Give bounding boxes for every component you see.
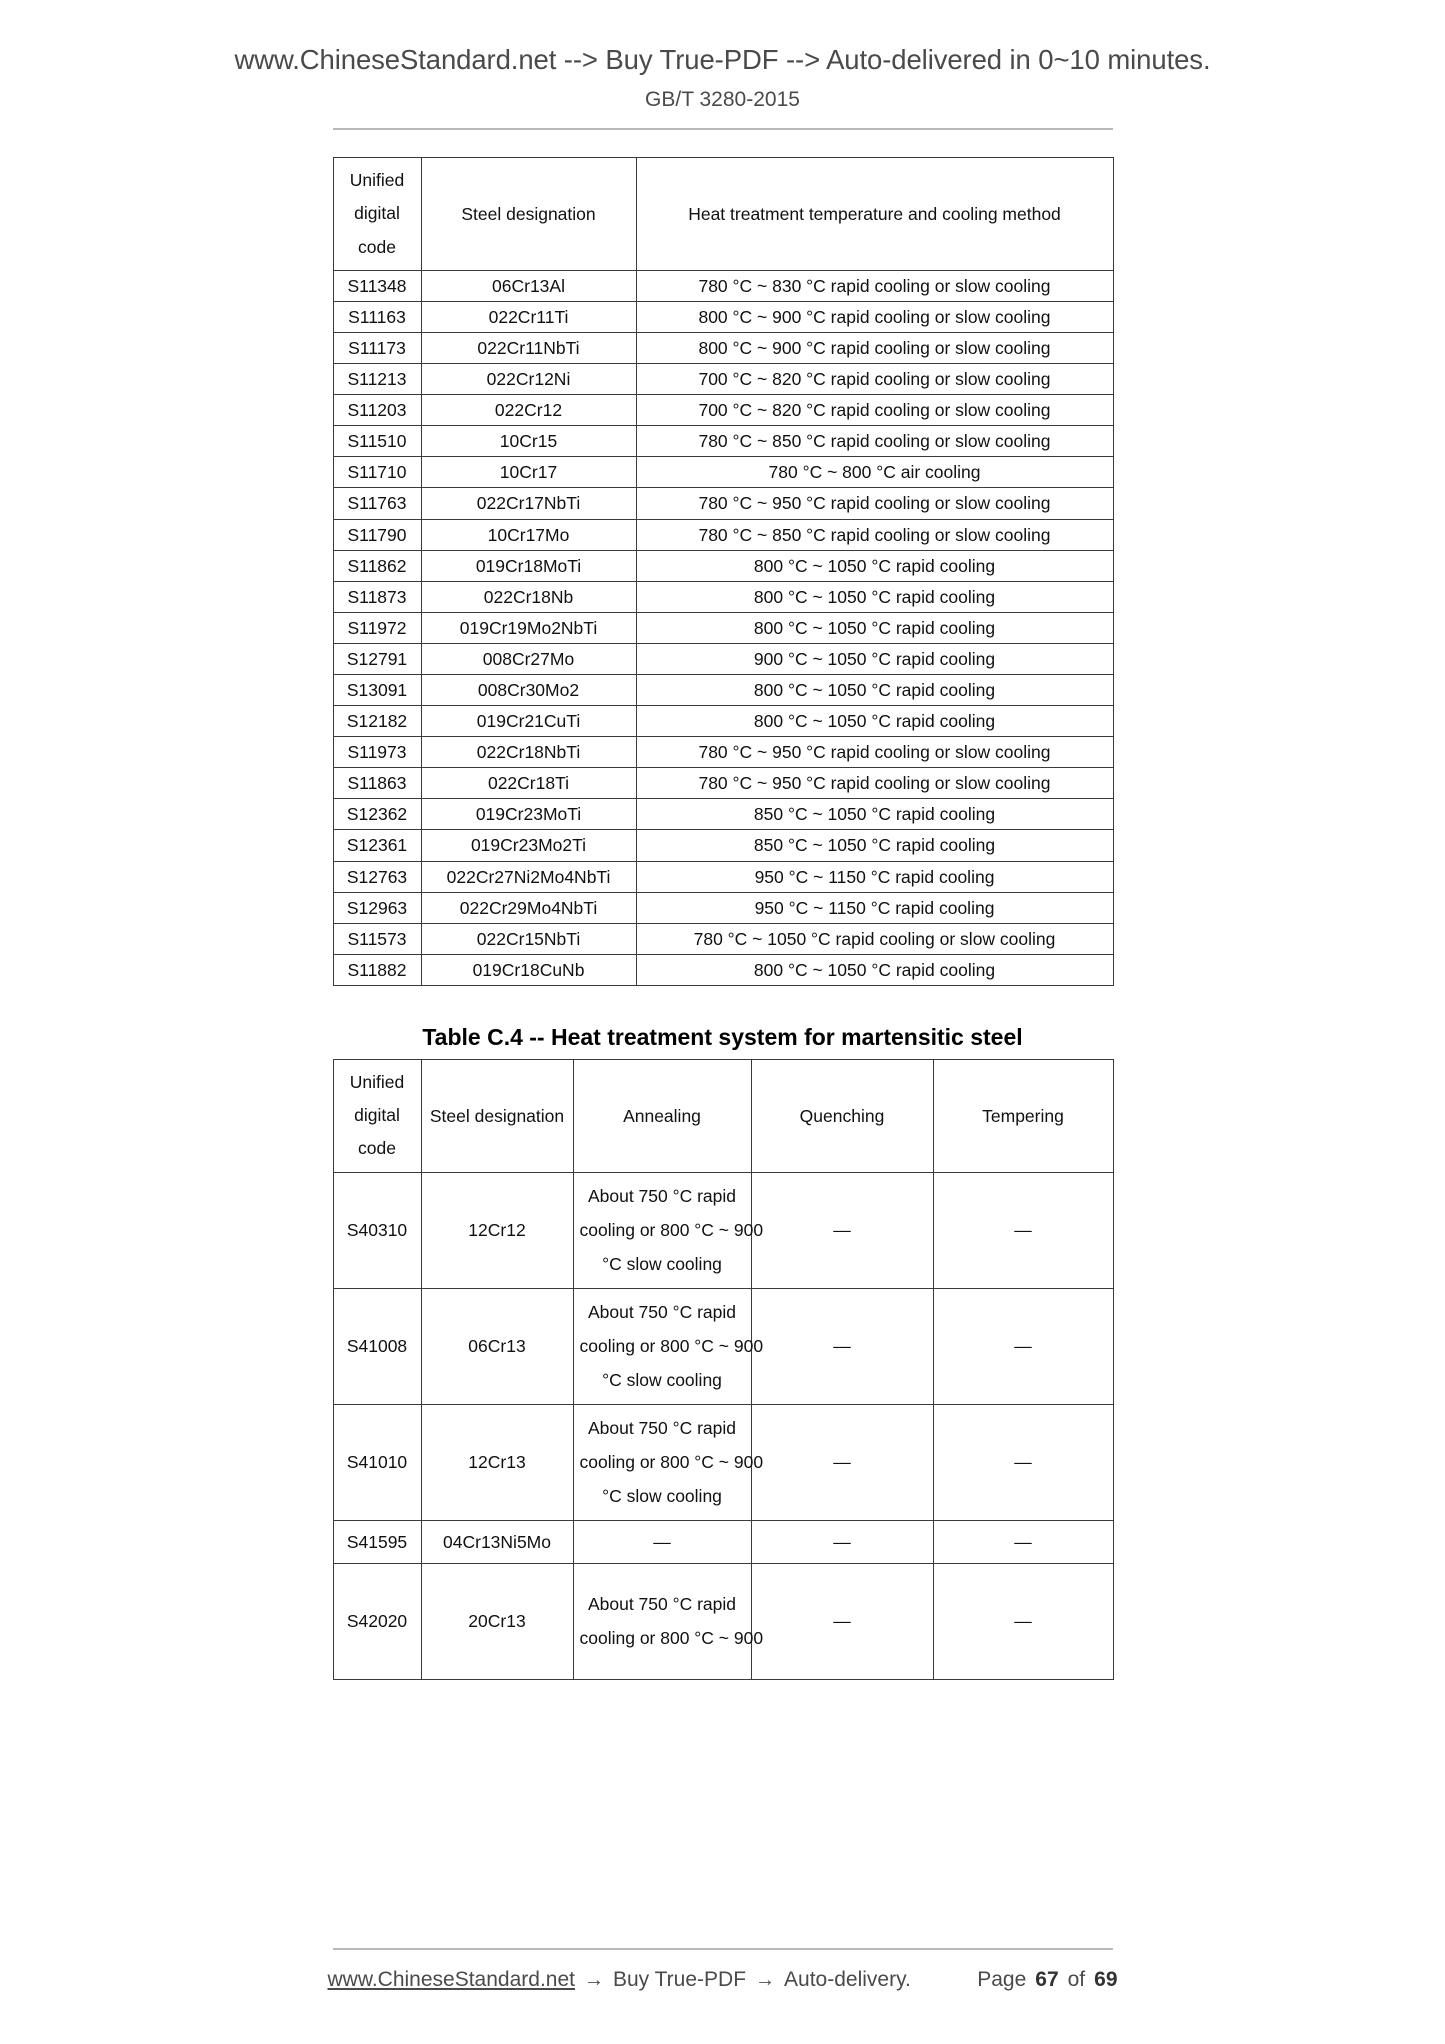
page-footer bbox=[0, 1948, 1445, 1992]
cell-heat-treatment: 950 °C ~ 1150 °C rapid cooling bbox=[636, 892, 1113, 923]
cell-steel-designation: 20Cr13 bbox=[421, 1563, 573, 1679]
cell-unified-code: S11163 bbox=[333, 301, 421, 332]
header-line-unified: Unified bbox=[349, 1071, 405, 1092]
cell-unified-code: S11862 bbox=[333, 550, 421, 581]
cell-heat-treatment: 800 °C ~ 1050 °C rapid cooling bbox=[636, 581, 1113, 612]
cell-unified-code: S12182 bbox=[333, 706, 421, 737]
table-c4-head bbox=[333, 1059, 1113, 1172]
header-tempering: Tempering bbox=[933, 1059, 1113, 1172]
header-quenching: Quenching bbox=[751, 1059, 933, 1172]
cell-steel-designation: 019Cr18MoTi bbox=[421, 550, 636, 581]
table-row bbox=[333, 550, 1113, 581]
table-row bbox=[333, 830, 1113, 861]
promo-banner: www.ChineseStandard.net --> Buy True-PDF --> Auto-delivered in 0~10 minutes. bbox=[234, 44, 1211, 75]
table-row bbox=[333, 332, 1113, 363]
cell-steel-designation: 10Cr17Mo bbox=[421, 519, 636, 550]
cell-steel-designation: 12Cr12 bbox=[421, 1172, 573, 1288]
cell-steel-designation: 022Cr29Mo4NbTi bbox=[421, 892, 636, 923]
cell-heat-treatment: 950 °C ~ 1150 °C rapid cooling bbox=[636, 861, 1113, 892]
table-row bbox=[333, 581, 1113, 612]
table-row bbox=[333, 799, 1113, 830]
cell-steel-designation: 019Cr23MoTi bbox=[421, 799, 636, 830]
cell-annealing bbox=[573, 1563, 764, 1679]
cell-unified-code: S41010 bbox=[333, 1404, 421, 1520]
cell-heat-treatment: 780 °C ~ 800 °C air cooling bbox=[636, 457, 1113, 488]
cell-unified-code: S12791 bbox=[333, 643, 421, 674]
cell-steel-designation: 019Cr23Mo2Ti bbox=[421, 830, 636, 861]
cell-unified-code: S11863 bbox=[333, 768, 421, 799]
table-c4-title: Table C.4 -- Heat treatment system for martensitic steel bbox=[422, 1023, 1023, 1050]
cell-unified-code: S40310 bbox=[333, 1172, 421, 1288]
cell-steel-designation: 022Cr12Ni bbox=[421, 364, 636, 395]
arrow-right-icon: → bbox=[755, 1969, 776, 1991]
page-header bbox=[0, 0, 1445, 130]
cell-unified-code: S11972 bbox=[333, 612, 421, 643]
table-row bbox=[333, 954, 1113, 985]
cell-steel-designation: 022Cr18Nb bbox=[421, 581, 636, 612]
header-line-digital: digital bbox=[354, 1105, 400, 1126]
table-row bbox=[333, 457, 1113, 488]
cell-steel-designation: 10Cr17 bbox=[421, 457, 636, 488]
cell-heat-treatment: 800 °C ~ 1050 °C rapid cooling bbox=[636, 706, 1113, 737]
cell-unified-code: S12963 bbox=[333, 892, 421, 923]
cell-steel-designation: 022Cr17NbTi bbox=[421, 488, 636, 519]
cell-heat-treatment: 800 °C ~ 1050 °C rapid cooling bbox=[636, 674, 1113, 705]
cell-unified-code: S11213 bbox=[333, 364, 421, 395]
annealing-line: °C slow cooling bbox=[602, 1254, 722, 1275]
cell-steel-designation: 10Cr15 bbox=[421, 426, 636, 457]
table-row bbox=[333, 861, 1113, 892]
table-row bbox=[333, 737, 1113, 768]
annealing-line: About 750 °C rapid bbox=[587, 1301, 737, 1322]
cell-unified-code: S12763 bbox=[333, 861, 421, 892]
page-number: 67 bbox=[1035, 1968, 1059, 1991]
header-unified-digital-code bbox=[333, 1059, 421, 1172]
cell-steel-designation: 06Cr13Al bbox=[421, 270, 636, 301]
cell-tempering: — bbox=[933, 1563, 1113, 1679]
table-row bbox=[333, 612, 1113, 643]
table-row bbox=[333, 643, 1113, 674]
cell-steel-designation: 019Cr18CuNb bbox=[421, 954, 636, 985]
header-steel-designation: Steel designation bbox=[421, 1059, 573, 1172]
cell-steel-designation: 008Cr30Mo2 bbox=[421, 674, 636, 705]
cell-annealing bbox=[573, 1172, 764, 1288]
cell-steel-designation: 008Cr27Mo bbox=[421, 643, 636, 674]
footer-page-indicator bbox=[977, 1968, 1117, 1992]
cell-unified-code: S12362 bbox=[333, 799, 421, 830]
annealing-line: °C slow cooling bbox=[602, 1370, 722, 1391]
cell-heat-treatment: 800 °C ~ 900 °C rapid cooling or slow cooling bbox=[636, 332, 1113, 363]
cell-tempering: — bbox=[933, 1288, 1113, 1404]
cell-quenching: — bbox=[751, 1288, 933, 1404]
cell-quenching: — bbox=[751, 1563, 933, 1679]
footer-divider bbox=[333, 1948, 1113, 1950]
header-annealing: Annealing bbox=[573, 1059, 751, 1172]
table-row bbox=[333, 426, 1113, 457]
footer-site-link[interactable]: www.ChineseStandard.net bbox=[327, 1968, 575, 1991]
table-c4-wrapper bbox=[333, 1059, 1113, 1680]
table-row bbox=[333, 768, 1113, 799]
cell-steel-designation: 022Cr12 bbox=[421, 395, 636, 426]
cell-unified-code: S11203 bbox=[333, 395, 421, 426]
header-divider bbox=[333, 128, 1113, 130]
cell-unified-code: S11790 bbox=[333, 519, 421, 550]
header-unified-digital-code bbox=[333, 158, 421, 271]
table-c3-body bbox=[333, 270, 1113, 985]
table-header-row bbox=[333, 158, 1113, 271]
standard-number: GB/T 3280-2015 bbox=[645, 88, 800, 111]
table-row bbox=[333, 706, 1113, 737]
header-steel-designation: Steel designation bbox=[421, 158, 636, 271]
cell-steel-designation: 022Cr18NbTi bbox=[421, 737, 636, 768]
header-heat-treatment: Heat treatment temperature and cooling method bbox=[636, 158, 1113, 271]
cell-heat-treatment: 850 °C ~ 1050 °C rapid cooling bbox=[636, 830, 1113, 861]
total-pages: 69 bbox=[1094, 1968, 1118, 1991]
cell-quenching: — bbox=[751, 1172, 933, 1288]
cell-heat-treatment: 780 °C ~ 950 °C rapid cooling or slow cooling bbox=[636, 488, 1113, 519]
header-line-code: code bbox=[358, 236, 396, 257]
cell-tempering: — bbox=[933, 1404, 1113, 1520]
annealing-line: cooling or 800 °C ~ 900 bbox=[579, 1220, 764, 1241]
cell-annealing bbox=[573, 1404, 764, 1520]
table-row bbox=[333, 1172, 1113, 1288]
table-row bbox=[333, 1288, 1113, 1404]
cell-unified-code: S11348 bbox=[333, 270, 421, 301]
table-row bbox=[333, 1520, 1113, 1563]
heat-treatment-martensitic-table bbox=[333, 1059, 1114, 1680]
cell-tempering: — bbox=[933, 1520, 1113, 1563]
annealing-line: About 750 °C rapid bbox=[587, 1594, 737, 1615]
cell-unified-code: S11973 bbox=[333, 737, 421, 768]
table-c3-wrapper bbox=[333, 157, 1113, 986]
cell-steel-designation: 022Cr15NbTi bbox=[421, 923, 636, 954]
cell-unified-code: S11573 bbox=[333, 923, 421, 954]
cell-heat-treatment: 850 °C ~ 1050 °C rapid cooling bbox=[636, 799, 1113, 830]
of-label: of bbox=[1067, 1968, 1086, 1991]
annealing-line: °C slow cooling bbox=[602, 1486, 722, 1507]
table-row bbox=[333, 488, 1113, 519]
cell-unified-code: S11763 bbox=[333, 488, 421, 519]
cell-steel-designation: 019Cr21CuTi bbox=[421, 706, 636, 737]
annealing-line: cooling or 800 °C ~ 900 bbox=[579, 1628, 764, 1649]
arrow-right-icon: → bbox=[583, 1969, 604, 1991]
cell-steel-designation: 12Cr13 bbox=[421, 1404, 573, 1520]
cell-unified-code: S13091 bbox=[333, 674, 421, 705]
cell-unified-code: S11710 bbox=[333, 457, 421, 488]
cell-unified-code: S11173 bbox=[333, 332, 421, 363]
footer-content bbox=[328, 1968, 1118, 1992]
cell-steel-designation: 022Cr27Ni2Mo4NbTi bbox=[421, 861, 636, 892]
cell-heat-treatment: 780 °C ~ 850 °C rapid cooling or slow cooling bbox=[636, 426, 1113, 457]
cell-heat-treatment: 700 °C ~ 820 °C rapid cooling or slow cooling bbox=[636, 395, 1113, 426]
annealing-line: About 750 °C rapid bbox=[587, 1417, 737, 1438]
heat-treatment-ferritic-table bbox=[333, 157, 1114, 986]
table-row bbox=[333, 892, 1113, 923]
cell-heat-treatment: 700 °C ~ 820 °C rapid cooling or slow cooling bbox=[636, 364, 1113, 395]
annealing-line: cooling or 800 °C ~ 900 bbox=[579, 1452, 764, 1473]
page-label: Page bbox=[977, 1968, 1027, 1991]
cell-annealing: — bbox=[573, 1520, 751, 1563]
cell-steel-designation: 06Cr13 bbox=[421, 1288, 573, 1404]
table-row bbox=[333, 301, 1113, 332]
table-row bbox=[333, 395, 1113, 426]
cell-heat-treatment: 800 °C ~ 900 °C rapid cooling or slow cooling bbox=[636, 301, 1113, 332]
table-row bbox=[333, 1404, 1113, 1520]
cell-unified-code: S11873 bbox=[333, 581, 421, 612]
cell-heat-treatment: 800 °C ~ 1050 °C rapid cooling bbox=[636, 550, 1113, 581]
table-row bbox=[333, 923, 1113, 954]
table-row bbox=[333, 674, 1113, 705]
table-c3-head bbox=[333, 158, 1113, 271]
header-line-code: code bbox=[358, 1138, 396, 1159]
cell-heat-treatment: 780 °C ~ 950 °C rapid cooling or slow cooling bbox=[636, 737, 1113, 768]
cell-heat-treatment: 780 °C ~ 830 °C rapid cooling or slow cooling bbox=[636, 270, 1113, 301]
cell-heat-treatment: 780 °C ~ 950 °C rapid cooling or slow cooling bbox=[636, 768, 1113, 799]
table-c4-body bbox=[333, 1172, 1113, 1679]
cell-unified-code: S12361 bbox=[333, 830, 421, 861]
cell-steel-designation: 022Cr18Ti bbox=[421, 768, 636, 799]
cell-quenching: — bbox=[751, 1404, 933, 1520]
table-row bbox=[333, 519, 1113, 550]
footer-buy-label: Buy True-PDF bbox=[612, 1968, 747, 1991]
cell-unified-code: S11882 bbox=[333, 954, 421, 985]
cell-tempering: — bbox=[933, 1172, 1113, 1288]
cell-steel-designation: 04Cr13Ni5Mo bbox=[421, 1520, 573, 1563]
cell-steel-designation: 019Cr19Mo2NbTi bbox=[421, 612, 636, 643]
header-line-unified: Unified bbox=[349, 170, 405, 190]
cell-heat-treatment: 780 °C ~ 850 °C rapid cooling or slow cooling bbox=[636, 519, 1113, 550]
cell-unified-code: S42020 bbox=[333, 1563, 421, 1679]
cell-steel-designation: 022Cr11Ti bbox=[421, 301, 636, 332]
footer-delivery-label: Auto-delivery. bbox=[784, 1968, 911, 1991]
footer-left-group bbox=[328, 1968, 911, 1992]
annealing-line: About 750 °C rapid bbox=[587, 1185, 737, 1206]
cell-heat-treatment: 900 °C ~ 1050 °C rapid cooling bbox=[636, 643, 1113, 674]
cell-heat-treatment: 800 °C ~ 1050 °C rapid cooling bbox=[636, 954, 1113, 985]
cell-heat-treatment: 800 °C ~ 1050 °C rapid cooling bbox=[636, 612, 1113, 643]
cell-unified-code: S11510 bbox=[333, 426, 421, 457]
table-row bbox=[333, 364, 1113, 395]
annealing-line: cooling or 800 °C ~ 900 bbox=[579, 1336, 764, 1357]
cell-heat-treatment: 780 °C ~ 1050 °C rapid cooling or slow cooling bbox=[636, 923, 1113, 954]
table-row bbox=[333, 1563, 1113, 1679]
cell-quenching: — bbox=[751, 1520, 933, 1563]
cell-annealing bbox=[573, 1288, 764, 1404]
header-line-digital: digital bbox=[354, 203, 400, 224]
table-row bbox=[333, 270, 1113, 301]
cell-steel-designation: 022Cr11NbTi bbox=[421, 332, 636, 363]
cell-unified-code: S41008 bbox=[333, 1288, 421, 1404]
cell-unified-code: S41595 bbox=[333, 1520, 421, 1563]
table-header-row bbox=[333, 1059, 1113, 1172]
